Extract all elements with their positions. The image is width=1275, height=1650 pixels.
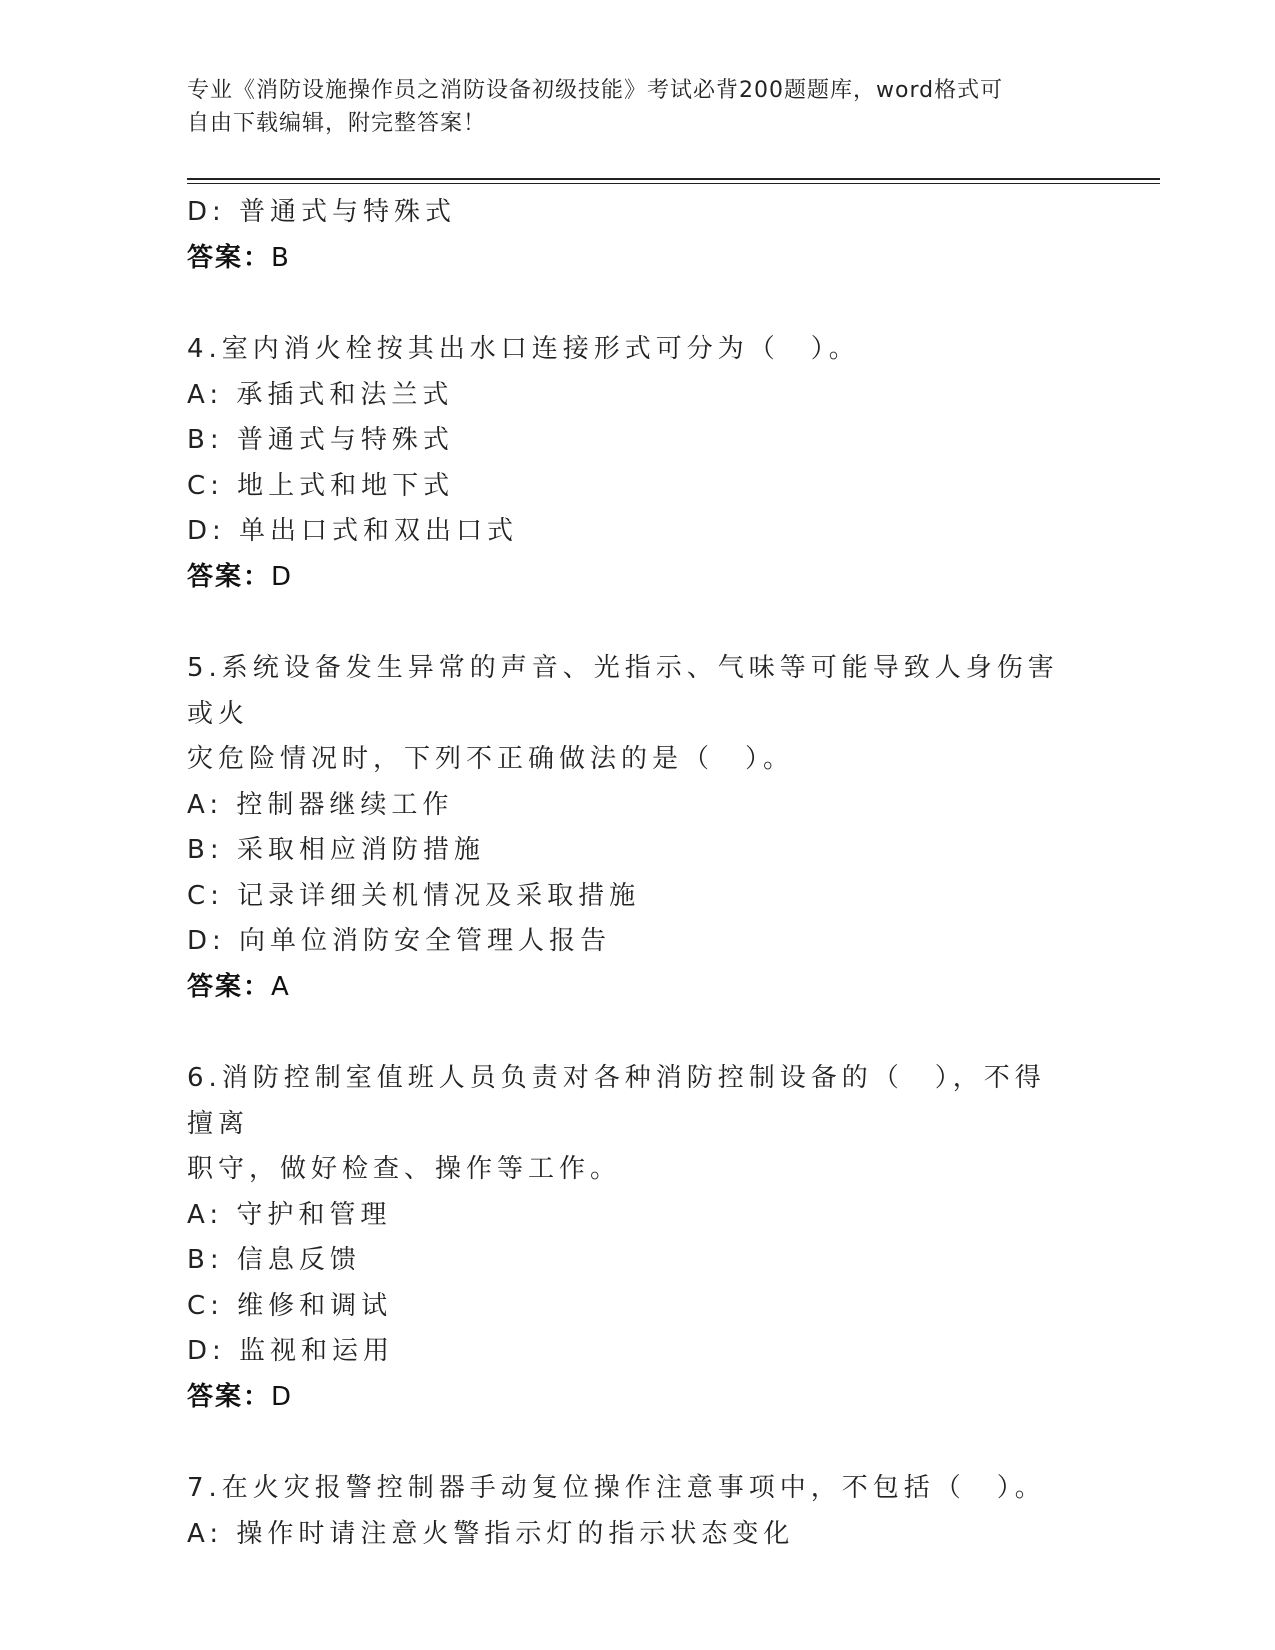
option-c: C: 维修和调试 (187, 1290, 393, 1321)
answer-line (187, 555, 1087, 601)
option-b: B: 普通式与特殊式 (187, 425, 454, 455)
option-d: D: 单出口式和双出口式 (187, 516, 519, 546)
answer-label: 答案： (187, 971, 272, 1002)
spacer (187, 600, 1087, 646)
answer-label: 答案： (187, 561, 272, 592)
header-divider-thin (187, 183, 1160, 184)
option-c: C: 地上式和地下式 (187, 470, 455, 501)
document-header (187, 74, 1087, 140)
answer-value: B (271, 242, 291, 273)
header-divider-thick (187, 178, 1160, 180)
answer-value: A (271, 971, 291, 1002)
option-c: C: 记录详细关机情况及采取措施 (187, 880, 641, 911)
answer-value: D (271, 561, 294, 592)
question-stem: 4.室内消火栓按其出水口连接形式可分为（ ）。 (187, 334, 860, 364)
question-stem-line-1: 5.系统设备发生异常的声音、光指示、气味等可能导致人身伤害或火 (187, 653, 1059, 729)
option-b: B: 采取相应消防措施 (187, 835, 485, 865)
question-stem-line-1: 6.消防控制室值班人员负责对各种消防控制设备的（ ），不得擅离 (187, 1063, 1046, 1139)
option-a: A: 守护和管理 (187, 1199, 392, 1230)
header-line-1: 专业《消防设施操作员之消防设备初级技能》考试必背200题题库，word格式可 (187, 78, 1004, 103)
option-d: D: 向单位消防安全管理人报告 (187, 926, 612, 956)
question-stem-line-2: 灾危险情况时，下列不正确做法的是（ ）。 (187, 744, 795, 774)
option-a: A: 操作时请注意火警指示灯的指示状态变化 (187, 1518, 795, 1549)
answer-line (187, 965, 1087, 1011)
answer-value: D (271, 1381, 294, 1412)
spacer (187, 281, 1087, 327)
option-d: D: 监视和运用 (187, 1336, 395, 1366)
option-a: A: 控制器继续工作 (187, 789, 454, 820)
answer-label: 答案： (187, 1381, 272, 1412)
question-5 (187, 646, 1087, 1010)
header-line-2: 自由下载编辑，附完整答案！ (187, 111, 487, 136)
option-d: D: 普通式与特殊式 (187, 197, 457, 227)
option-a: A: 承插式和法兰式 (187, 379, 454, 410)
question-4 (187, 327, 1087, 600)
answer-line (187, 236, 1087, 282)
option-b: B: 信息反馈 (187, 1245, 361, 1275)
answer-line (187, 1375, 1087, 1421)
question-content (187, 190, 1087, 1557)
question-stem: 7.在火灾报警控制器手动复位操作注意事项中，不包括（ ）。 (187, 1473, 1046, 1503)
question-stem-line-2: 职守，做好检查、操作等工作。 (187, 1154, 622, 1184)
answer-label: 答案： (187, 242, 272, 273)
question-3-tail (187, 190, 1087, 281)
question-7 (187, 1466, 1087, 1557)
spacer (187, 1010, 1087, 1056)
spacer (187, 1420, 1087, 1466)
question-6 (187, 1056, 1087, 1420)
